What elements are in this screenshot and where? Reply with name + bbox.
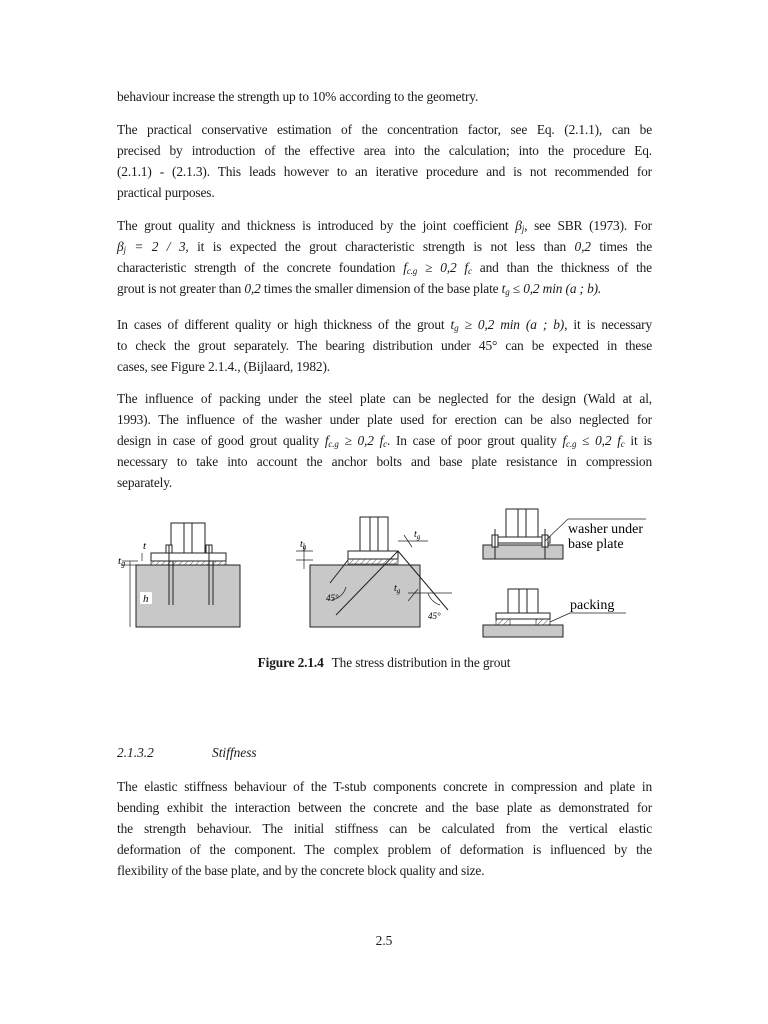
label-packing: packing	[570, 598, 615, 613]
text-line: design in case of good grout quality $f_{c.g} \ge 0,2$ $f_c$. In case of poor grout quality $f_{c.g} \le 0,2$ $f_c$ it is	[117, 433, 652, 449]
text-line: necessary to take into account the anchor bolts and base plate resistance in compression	[117, 454, 652, 469]
steel-column	[506, 509, 538, 537]
label-tg-top: $t_g$	[414, 529, 421, 541]
text-line: The practical conservative estimation of the concentration factor, see Eq. (2.1.1), can be	[117, 122, 652, 137]
label-washer-line1: washer under	[568, 522, 644, 537]
label-45-right: 45°	[428, 611, 441, 621]
text-line: cases, see Figure 2.1.4., (Bijlaard, 1982).	[117, 359, 330, 374]
text-line: precised by introduction of the effective area into the calculation; into the procedure Eq.	[117, 143, 652, 158]
concrete-block	[483, 625, 563, 637]
text-line: characteristic strength of the concrete foundation $f_{c.g} \ge 0,2$ $f_c$ and than the thickness of the	[117, 260, 652, 276]
steel-column	[508, 589, 538, 613]
page-number: 2.5	[375, 933, 393, 948]
base-plate	[348, 551, 398, 559]
text-line: In cases of different quality or high thickness of the grout $t_g \ge 0,2$ min (a ; b), it is necessary	[117, 317, 653, 333]
label-tg: tg	[118, 555, 126, 568]
text-line: deformation of the component. The complex problem of deformation is influenced by the	[117, 842, 652, 857]
base-plate	[496, 613, 550, 619]
grout-layer	[348, 559, 398, 564]
middle-sketch	[296, 517, 452, 627]
paragraph-0	[117, 86, 652, 107]
label-washer-line2: base plate	[568, 537, 624, 552]
left-sketch	[118, 523, 240, 627]
stress-distribution-figure	[108, 505, 648, 645]
text-line: practical purposes.	[117, 185, 215, 200]
section-heading	[117, 745, 257, 761]
paragraph-4	[117, 388, 652, 493]
right-bottom-sketch	[483, 589, 626, 637]
label-tg-left: $t_g$	[300, 539, 307, 551]
text-line: The grout quality and thickness is introduced by the joint coefficient $\beta_j$, see SBR (1973). For	[117, 218, 652, 234]
paragraph-2	[117, 215, 652, 299]
text-line: behaviour increase the strength up to 10% according to the geometry.	[117, 89, 479, 104]
label-h: h	[143, 593, 149, 605]
text-line: $\beta_j = 2 / 3$, it is expected the grout characteristic strength is not less than 0,2 times the	[117, 239, 652, 255]
base-plate	[151, 553, 226, 561]
text-line: the strength behaviour. The initial stiffness can be calculated from the vertical elastic	[117, 821, 652, 836]
text-line: bending exhibit the interaction between the concrete and the base plate as demonstrated for	[117, 800, 652, 815]
text-line: The influence of packing under the steel plate can be neglected for the design (Wald at al,	[117, 391, 652, 406]
section-title: Stiffness	[212, 745, 257, 760]
label-45-left: 45°	[326, 593, 339, 603]
text-line: to check the grout separately. The bearing distribution under 45° can be expected in these	[117, 338, 652, 353]
grout-layer	[151, 561, 226, 565]
paragraph-5	[117, 776, 652, 881]
right-top-sketch	[483, 509, 646, 559]
steel-column	[171, 523, 205, 553]
text-line: 1993). The influence of the washer under plate used for erection can be also neglected for	[117, 412, 652, 427]
figure-caption-text: The stress distribution in the grout	[331, 655, 511, 670]
text-line: (2.1.1) - (2.1.3). This leads however to an iterative procedure and is not recommended for	[117, 164, 652, 179]
label-tg-middle: $t_g$	[394, 583, 401, 595]
text-line: flexibility of the base plate, and by the concrete block quality and size.	[117, 863, 485, 878]
paragraph-1	[117, 119, 652, 203]
section-number: 2.1.3.2	[117, 745, 154, 760]
figure-caption	[0, 655, 768, 671]
label-t: t	[143, 540, 147, 552]
text-line: grout is not greater than 0,2 times the smaller dimension of the base plate $t_g \le 0,2$ min (a ; b).	[117, 281, 602, 297]
steel-column	[360, 517, 388, 551]
text-line: The elastic stiffness behaviour of the T-stub components concrete in compression and plate in	[117, 779, 652, 794]
paragraph-3	[117, 314, 652, 377]
packing-left	[496, 619, 510, 625]
packing-right	[536, 619, 550, 625]
text-line: separately.	[117, 475, 173, 490]
figure-label: Figure 2.1.4	[257, 655, 324, 670]
